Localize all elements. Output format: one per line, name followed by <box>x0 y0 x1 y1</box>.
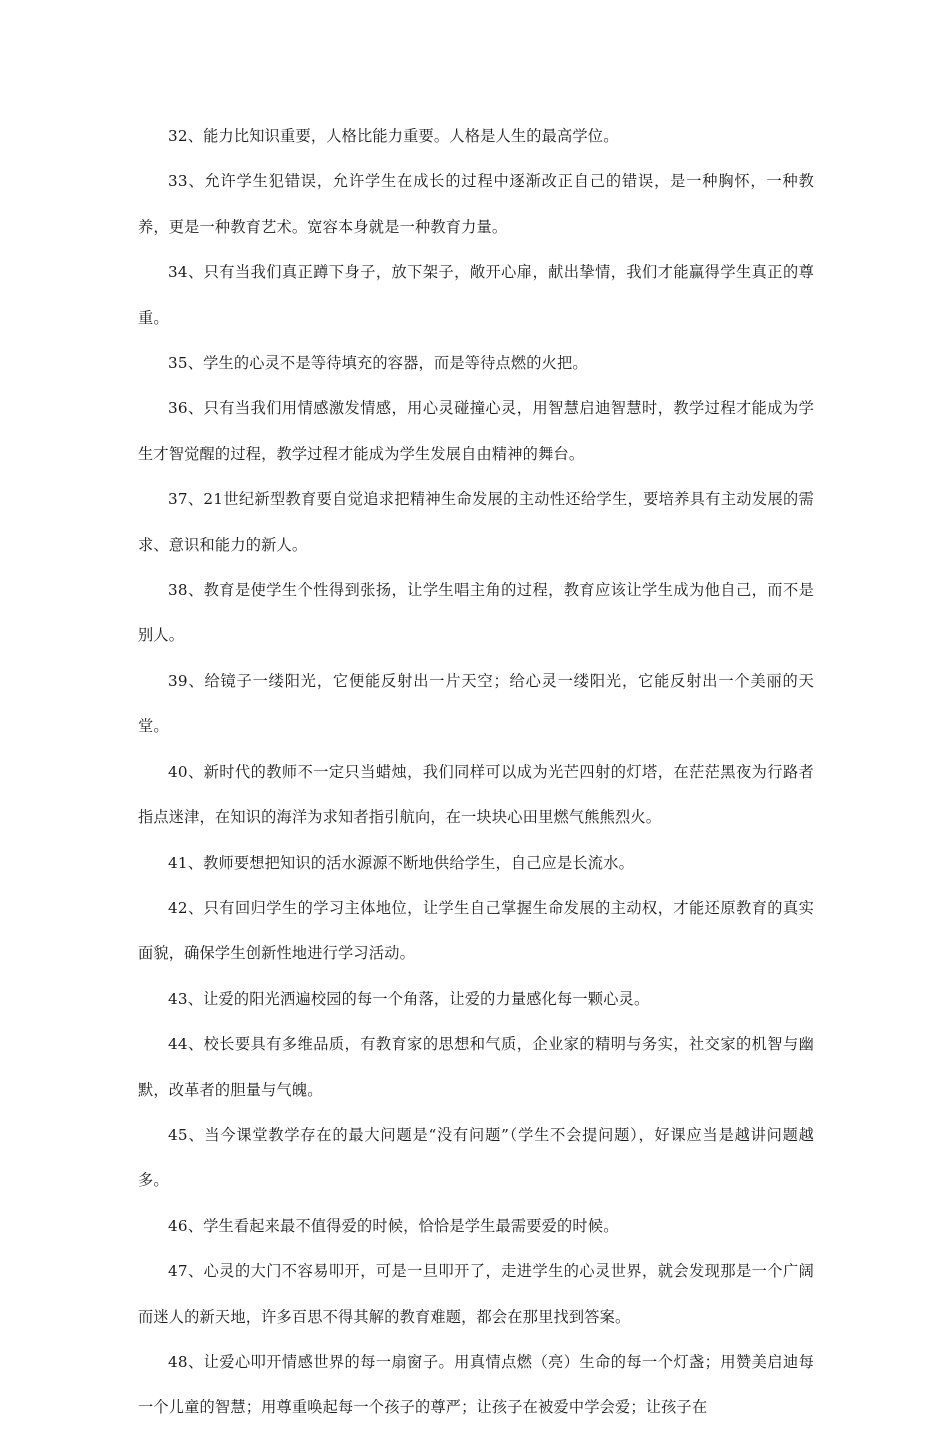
paragraph-34: 34、只有当我们真正蹲下身子，放下架子，敞开心扉，献出挚情，我们才能赢得学生真正的尊重。 <box>138 263 814 327</box>
paragraph-42: 42、只有回归学生的学习主体地位，让学生自己掌握生命发展的主动权，才能还原教育的真实面貌，确保学生创新性地进行学习活动。 <box>138 898 814 963</box>
paragraph-38: 38、教育是使学生个性得到张扬，让学生唱主角的过程，教育应该让学生成为他自己，而不是别人。 <box>138 581 814 645</box>
paragraph-40: 40、新时代的教师不一定只当蜡烛，我们同样可以成为光芒四射的灯塔，在茫茫黑夜为行路者指点迷津，在知识的海洋为求知者指引航向，在一块块心田里燃气熊熊烈火。 <box>138 762 814 827</box>
paragraph-39: 39、给镜子一缕阳光，它便能反射出一片天空；给心灵一缕阳光，它能反射出一个美丽的天堂。 <box>138 671 814 736</box>
paragraph-45: 45、当今课堂教学存在的最大问题是“没有问题”（学生不会提问题），好课应当是越讲问题越多。 <box>138 1125 814 1190</box>
paragraph-44: 44、校长要具有多维品质，有教育家的思想和气质，企业家的精明与务实，社交家的机智与幽默，改革者的胆量与气魄。 <box>138 1035 814 1099</box>
paragraph-37: 37、21世纪新型教育要自觉追求把精神生命发展的主动性还给学生，要培养具有主动发展的需求、意识和能力的新人。 <box>138 490 814 554</box>
paragraph-35: 35、学生的心灵不是等待填充的容器，而是等待点燃的火把。 <box>168 354 588 373</box>
paragraph-33: 33、允许学生犯错误，允许学生在成长的过程中逐渐改正自己的错误，是一种胸怀，一种教养，更是一种教育艺术。宽容本身就是一种教育力量。 <box>138 172 814 236</box>
paragraph-43: 43、让爱的阳光洒遍校园的每一个角落，让爱的力量感化每一颗心灵。 <box>168 989 650 1008</box>
paragraph-32: 32、能力比知识重要，人格比能力重要。人格是人生的最高学位。 <box>168 127 619 145</box>
paragraph-48: 48、让爱心叩开情感世界的每一扇窗子。用真情点燃（亮）生命的每一个灯盏；用赞美启迪每一个儿童的智慧；用尊重唤起每一个孩子的尊严；让孩子在被爱中学会爱；让孩子在 <box>138 1352 814 1417</box>
paragraph-41: 41、教师要想把知识的活水源源不断地供给学生，自己应是长流水。 <box>168 853 634 872</box>
paragraph-46: 46、学生看起来最不值得爱的时候，恰恰是学生最需要爱的时候。 <box>168 1216 619 1235</box>
document-body <box>138 114 814 1431</box>
paragraph-47: 47、心灵的大门不容易叩开，可是一旦叩开了，走进学生的心灵世界，就会发现那是一个广阔而迷人的新天地，许多百思不得其解的教育难题，都会在那里找到答案。 <box>138 1262 814 1326</box>
paragraph-36: 36、只有当我们用情感激发情感，用心灵碰撞心灵，用智慧启迪智慧时，教学过程才能成为学生才智觉醒的过程，教学过程才能成为学生发展自由精神的舞台。 <box>138 399 814 463</box>
